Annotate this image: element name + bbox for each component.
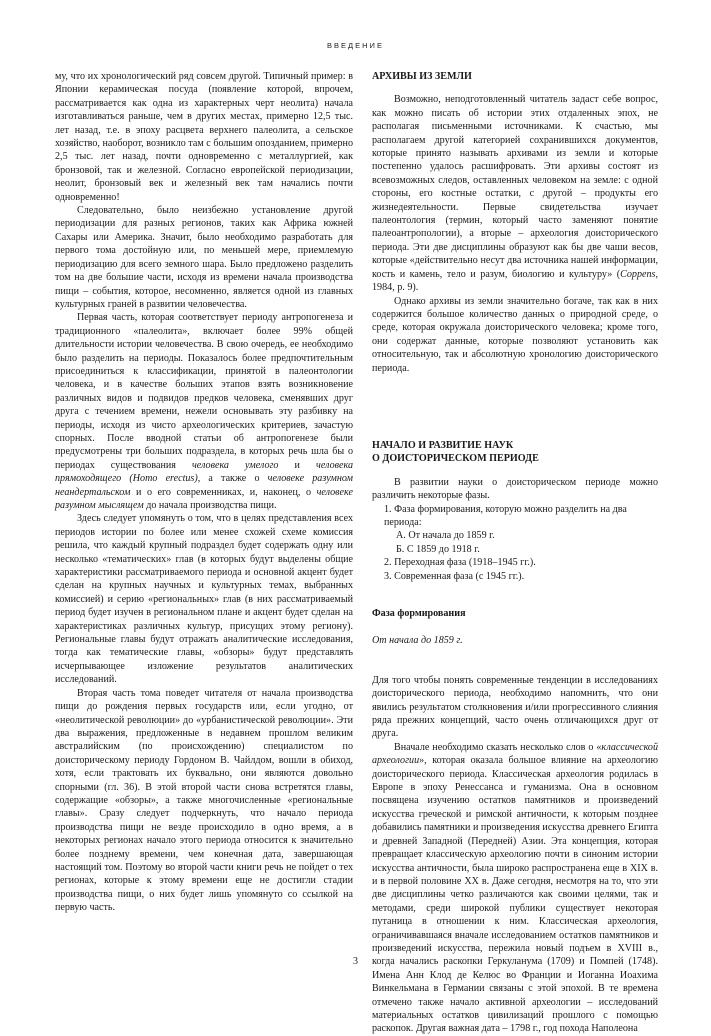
paragraph-continuation: му, что их хронологический ряд совсем другой. Типичный пример: в Японии керамическая посуда (появление которой, впрочем, рассматривается как одна из характерных черт неолита) начала изготавливаться раньше, чем в других местах, примерно 12,5 тыс. лет назад, т.е. в эпоху расцвета верхнего палеолита, а сельское хозяйство, наоборот, возникло там с большим опозданием, примерно 2,5 тыс. лет назад, почти одновременно с металлургией, как бронзовой, так и железной. Согласно европейской периодизации, неолит, бронзовый век и железный век там начались почти одновременно!	[55, 71, 353, 203]
paragraph-modern-trends: Для того чтобы понять современные тенденции в исследованиях доисторического периода, необходимо напомнить, что они явились результатом столкновения и/или прогрессивного слияния ряда прежних концепций, часто очень отличающихся друг от друга.	[372, 674, 658, 740]
page-number: 3	[353, 956, 358, 967]
paragraph-phases-intro: В развитии науки о доисторическом периоде можно различить некоторые фазы.	[372, 476, 658, 502]
section-heading-development	[372, 439, 658, 466]
text-run: и	[278, 459, 317, 471]
paragraph-periodization: Следовательно, было неизбежно установление другой периодизации для разных регионов, таких как Африка южней Сахары или Америка. Значит, было необходимо разработать для первого тома достойную или, по меньшей мере, приемлемую периодизацию для всего земного шара. Было предложено разделить том на две большие части, исходя из времени начала производства пищи – события, которое, несомненно, является одной из главных культурных граней в развитии человечества.	[55, 205, 353, 310]
list-item-phase-1: 1. Фаза формирования, которую можно разделить на два периода:	[384, 503, 627, 528]
running-head: ВВЕДЕНИЕ	[327, 41, 384, 50]
term-homo-erectus: человека прямоходящего (Homo erectus)	[55, 459, 354, 485]
text-run: Первая часть, которая соответствует периоду антропогенеза и традиционного «палеолита», включает более 99% общей длительности истории человечества. В свою очередь, ее необходимо было разделить на периоды. Показалось более предпочтительным присоединиться к классификации, принятой в палеонтологии человека, и в качестве больших этапов взять возникновение различных видов и подвидов предков человека, сменявших друг друга с течением времени, нежели основывать эту разбивку на периоды, исходя из чисто археологических критериев, зачастую спорных. После вводной статьи об антропогенезе были предусмотрены три больших подраздела, в которых речь шла бы о периодах существования	[55, 312, 353, 471]
paragraph-chapter-scheme: Здесь следует упомянуть о том, что в целях представления всех периодов истории по более или менее схожей схеме комиссия решила, что каждый крупный подраздел будет содержать одну или несколько «тематических» глав (в которых будут выделены общие характеристики рассматриваемого периода и основной акцент будет сделан на крупных научных и культурных темах, выбранных комиссией) и серию «региональных» глав (в них рассматриваемый период будет изучен в региональном плане и акцент будет сделан на характеристиках различных культур, присущих этому региону). Региональные главы будут отражать аналитические исследования, тогда как тематические главы, «обзоры» будут представлять исчерпывающее изложение результатов аналитических исследований.	[55, 513, 353, 686]
list-item-phase-3: 3. Современная фаза (с 1945 гг.).	[384, 570, 525, 582]
text-run: , 1984, р. 9).	[372, 268, 658, 294]
list-item-phase-2: 2. Переходная фаза (1918–1945 гг.).	[384, 557, 536, 569]
list-item-phase-1a: А. От начала до 1859 г.	[396, 530, 495, 542]
text-run: », которая оказала большое влияние на археологию доисторического периода. Классическая археология родилась в Европе в эпоху Ренессанса и гуманизма. Она в основном посвящена изучению остатков памятников и произведений искусства греческой и римской античности, к которым позднее добавились памятники и произведения искусства древнего Египта и древней Западной (Передней) Азии. Эта концепция, которая превращает классическую археологию почти в синоним истории искусства античности, была широко распространена еще в XIX в. и в первой половине XX в. Даже сегодня, несмотря на то, что эти две дисциплины четко различаются как своими целями, так и методами, среди широкой публики существует некоторая путаница в отношении к ним. Классическая археология, ограничивавшаяся вначале исследованием остатков памятников и произведений искусства, пережила новый подъем в XVIII в., когда начались раскопки Геркуланума (1709) и Помпей (1748). Имена Анн Клод де Келюс во Франции и Иоганна Иоахима Винкельмана в Германии связаны с этой эпохой. В те времена отмечено также начало активной археологии – исследований материальных остатков цивилизаций прошлого с помощью раскопок. Другая важная дата – 1798 г., год похода Наполеона	[372, 755, 659, 1035]
right-column	[372, 70, 658, 1036]
text-run: Возможно, неподготовленный читатель задаст себе вопрос, как можно писать об истории этих отдаленных эпох, не располагая письменными источниками. К счастью, мы располагаем другой категорией сохранившихся документов, которые принято называть архивами из земли и которые постепенно удалось расшифровать. Эти архивы состоят из всевозможных следов, оставленных человеком на земле: с одной стороны, его костные остатки, с другой – продукты его жизнедеятельности. Первые свидетельства изучает палеонтология (термин, который часто заменяют понятие палеоантропологии), а вторые – археология доисторического периода. Эти две дисциплины образуют как бы две чаши весов, которые «действительно несут два источника нашей информации, кость и камень, тело и разум, биологию и культуру» (	[372, 94, 658, 280]
term-neanderthal: человеке разумном неандертальском	[55, 473, 353, 498]
text-run: , а также о	[197, 473, 268, 485]
paragraph-archives-richer: Однако архивы из земли значительно богаче, так как в них содержится большое количество данных о природной среде, о среде, которая окружала доисторического человека; кроме того, они содержат данные, которые позволяют установить как относительную, так и абсолютную хронологию доисторического периода.	[372, 295, 658, 374]
citation-author: Coppens	[620, 268, 656, 280]
term-classical-archaeology: классической археологии	[372, 741, 658, 767]
paragraph-classical-archaeology	[372, 741, 658, 1036]
term-homo-habilis: человека умелого	[191, 459, 279, 471]
heading-line: О ДОИСТОРИЧЕСКОМ ПЕРИОДЕ	[372, 453, 539, 465]
term-homo-sapiens-sapiens: человеке разумном мыслящем	[55, 486, 353, 511]
left-column	[55, 70, 353, 915]
text-run: и о его современниках, и, наконец, о	[130, 486, 317, 498]
list-item-phase-1b: Б. С 1859 до 1918 г.	[396, 543, 480, 555]
subsection-heading-formation: Фаза формирования	[372, 608, 466, 619]
paragraph-first-part	[55, 311, 353, 512]
paragraph-archives	[372, 93, 658, 294]
section-heading-archives: АРХИВЫ ИЗ ЗЕМЛИ	[372, 71, 472, 82]
heading-line: НАЧАЛО И РАЗВИТИЕ НАУК	[372, 439, 514, 451]
text-run: до начала производства пищи.	[143, 500, 277, 511]
paragraph-second-part: Вторая часть тома поведет читателя от начала производства пищи до рождения первых государств или, если угодно, от «неолитической революции» до «урбанистической революции». Эти два выражения, предложенные в недавнем прошлом великим австралийским (по происхождению) специалистом по доисторическому периоду Гордоном В. Чайлдом, вошли в обиход, хотя, если трактовать их буквально, они являются довольно спорными (гл. 36). В этой второй части снова встретятся главы, содержащие «обзоры», а также многочисленные «региональные главы». Сразу следует подчеркнуть, что начало периода производства пищи не везде происходило в одно время, а в некоторых регионах начало этого периода относится к значительно более позднему времени, чем конечная дата, завершающая настоящий том. Поэтому во второй части книги речь не пойдет о тех регионах, которые к этому времени еще не достигли стадии производства пищи, о них будет лишь упомянуто со ссылкой на первую часть.	[55, 687, 353, 914]
text-run: Вначале необходимо сказать несколько слов о «	[394, 741, 602, 753]
subsection-period-heading: От начала до 1859 г.	[372, 635, 463, 647]
